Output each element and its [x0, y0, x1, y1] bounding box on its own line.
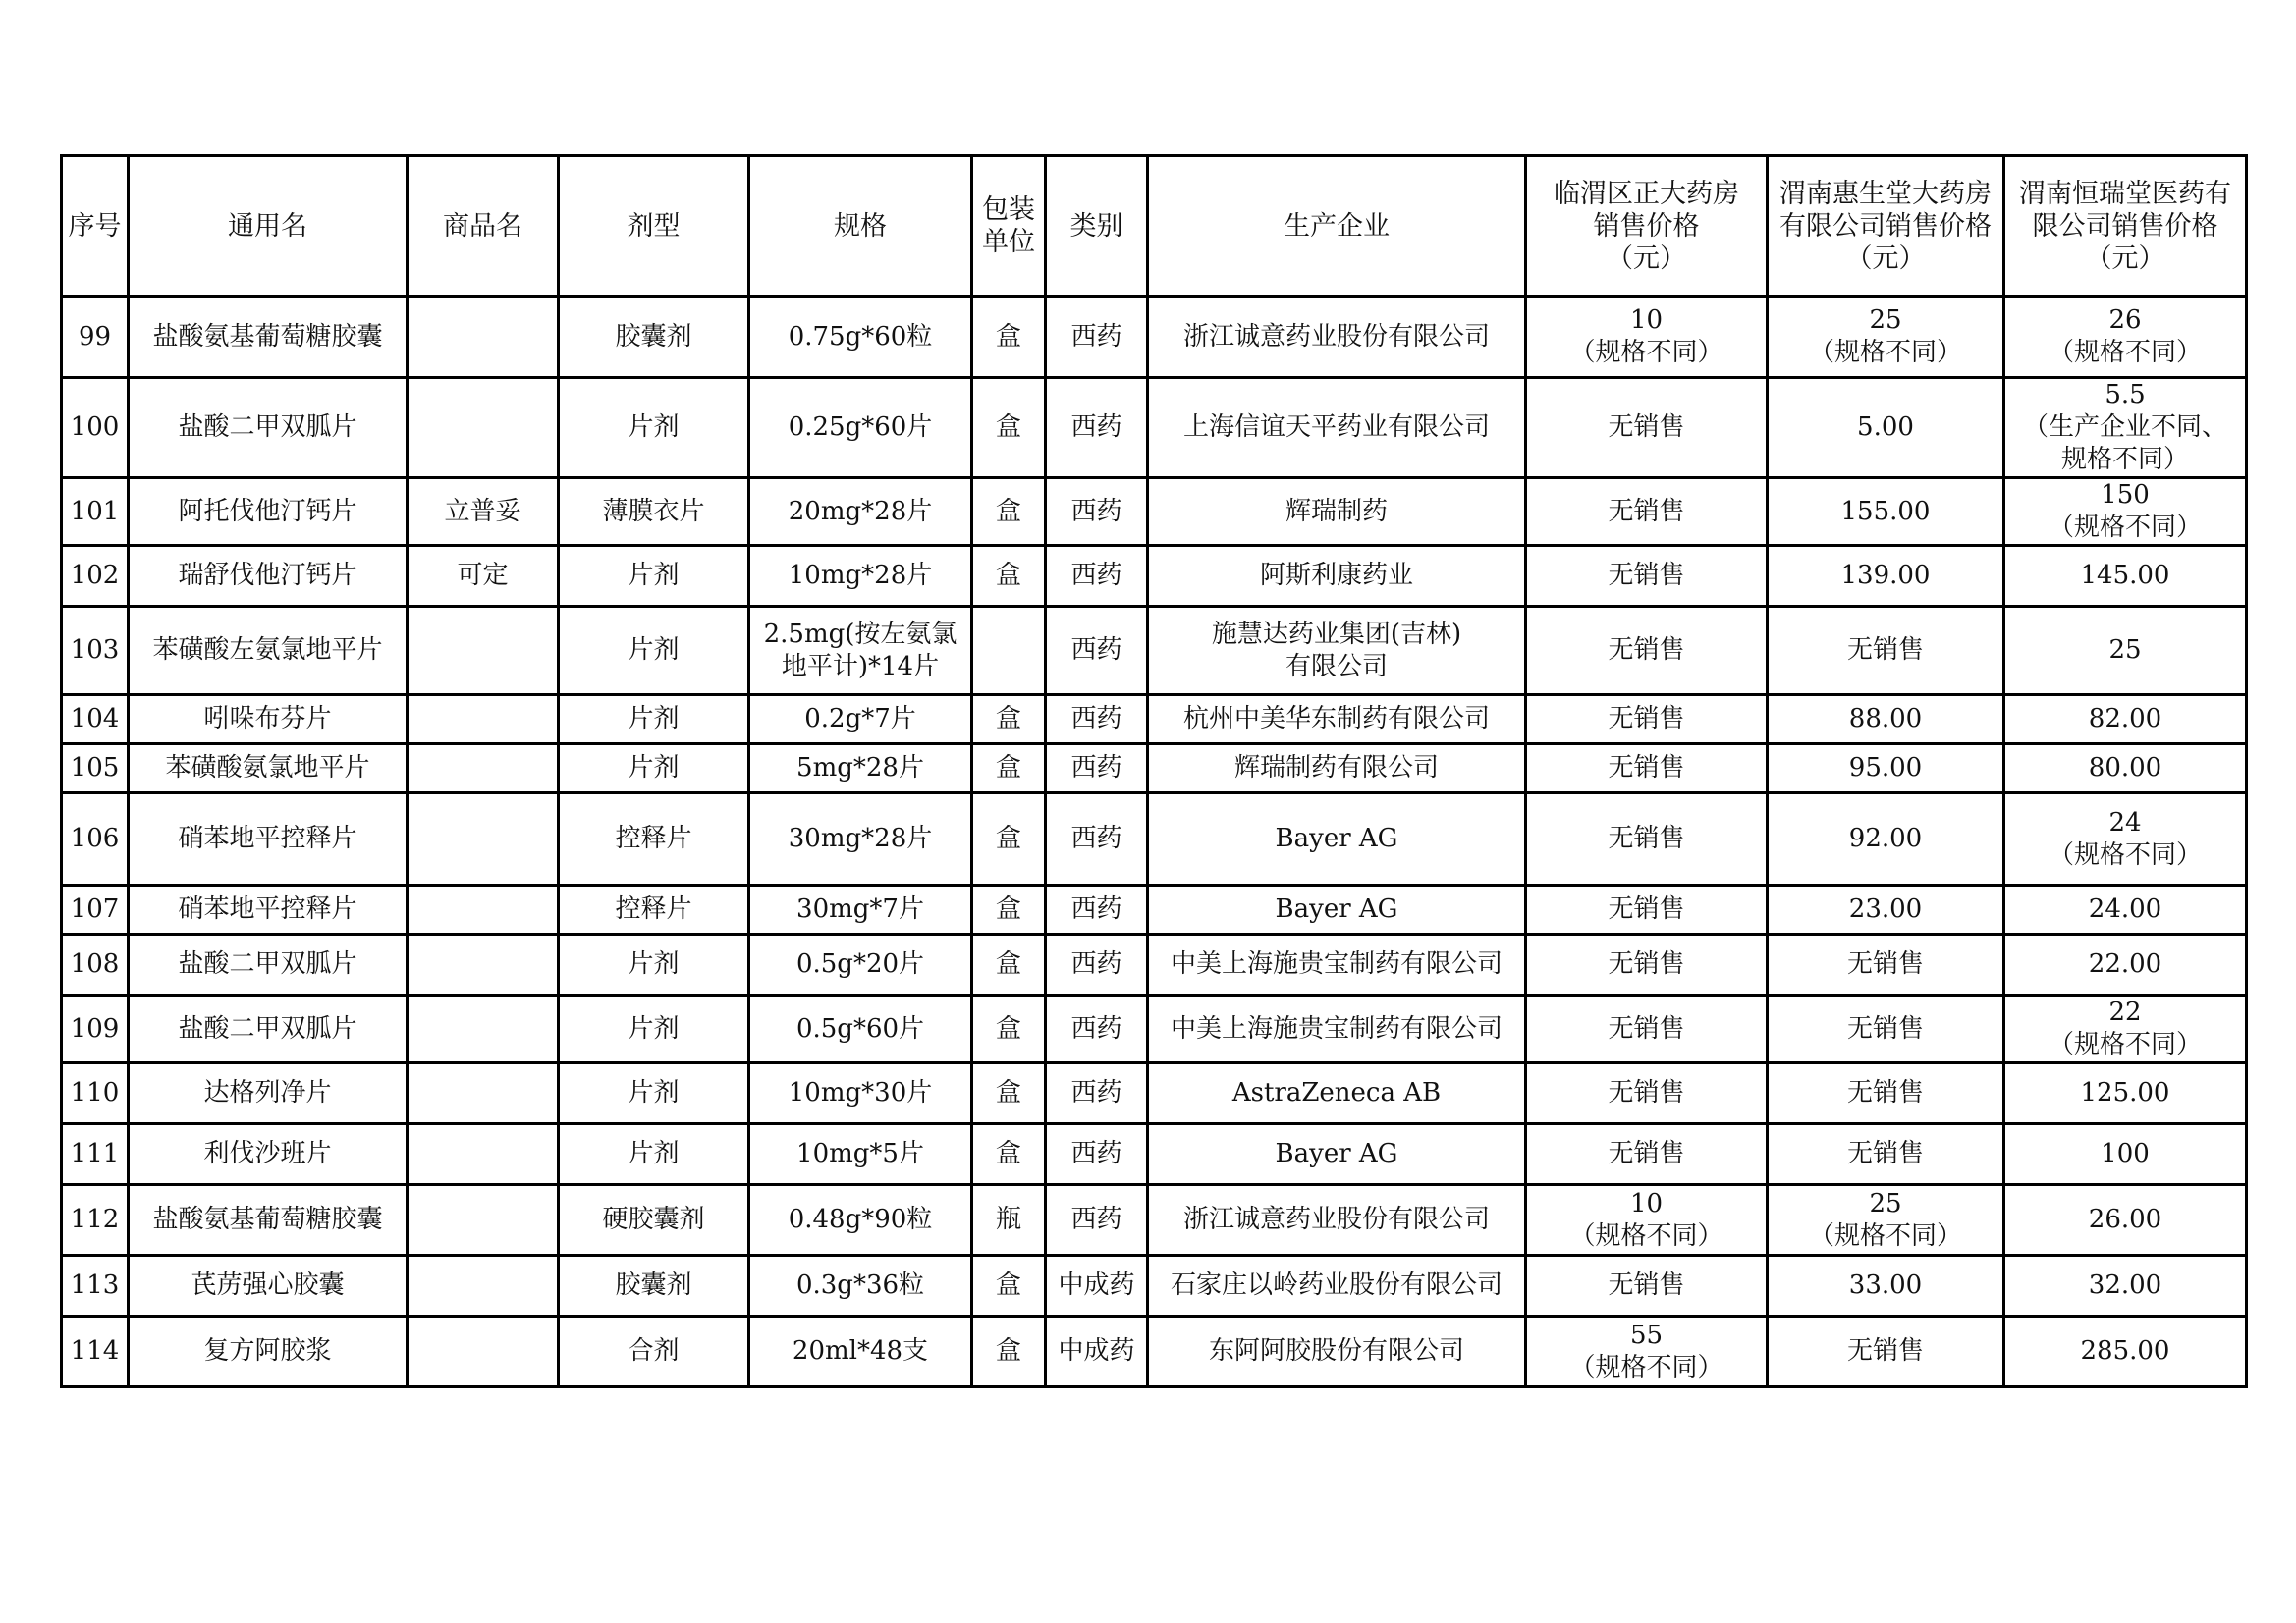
cell-price-c: 25: [2004, 607, 2247, 695]
cell-generic-name: 盐酸二甲双胍片: [129, 996, 408, 1063]
cell-spec: 0.3g*36粒: [749, 1256, 972, 1317]
cell-generic-name: 瑞舒伐他汀钙片: [129, 546, 408, 607]
cell-dosage-form: 薄膜衣片: [559, 478, 749, 546]
cell-no: 100: [62, 378, 129, 478]
cell-price-c: 26 （规格不同）: [2004, 297, 2247, 378]
cell-category: 西药: [1046, 744, 1148, 793]
cell-unit: 盒: [972, 1063, 1046, 1124]
cell-category: 中成药: [1046, 1256, 1148, 1317]
cell-price-c: 80.00: [2004, 744, 2247, 793]
table-row: [62, 378, 2247, 478]
cell-dosage-form: 胶囊剂: [559, 297, 749, 378]
cell-manufacturer: 中美上海施贵宝制药有限公司: [1148, 996, 1526, 1063]
cell-spec: 20ml*48支: [749, 1317, 972, 1387]
cell-price-b: 155.00: [1768, 478, 2004, 546]
cell-category: 西药: [1046, 935, 1148, 996]
cell-manufacturer: 杭州中美华东制药有限公司: [1148, 695, 1526, 744]
cell-trade-name: [408, 1256, 559, 1317]
table-row: [62, 478, 2247, 546]
cell-price-c: 24.00: [2004, 886, 2247, 935]
cell-trade-name: [408, 935, 559, 996]
header-price-c: 渭南恒瑞堂医药有 限公司销售价格 （元）: [2004, 156, 2247, 297]
cell-unit: 盒: [972, 996, 1046, 1063]
cell-dosage-form: 片剂: [559, 378, 749, 478]
cell-trade-name: [408, 297, 559, 378]
cell-manufacturer: 石家庄以岭药业股份有限公司: [1148, 1256, 1526, 1317]
cell-spec: 0.75g*60粒: [749, 297, 972, 378]
cell-dosage-form: 合剂: [559, 1317, 749, 1387]
cell-unit: 盒: [972, 886, 1046, 935]
cell-dosage-form: 片剂: [559, 546, 749, 607]
cell-price-b: 139.00: [1768, 546, 2004, 607]
cell-generic-name: 利伐沙班片: [129, 1124, 408, 1185]
cell-manufacturer: Bayer AG: [1148, 793, 1526, 886]
cell-no: 99: [62, 297, 129, 378]
cell-no: 113: [62, 1256, 129, 1317]
cell-price-c: 285.00: [2004, 1317, 2247, 1387]
cell-trade-name: [408, 996, 559, 1063]
cell-price-c: 125.00: [2004, 1063, 2247, 1124]
header-trade-name: 商品名: [408, 156, 559, 297]
cell-price-a: 无销售: [1526, 1256, 1768, 1317]
cell-price-c: 32.00: [2004, 1256, 2247, 1317]
cell-category: 西药: [1046, 695, 1148, 744]
table-row: [62, 695, 2247, 744]
header-price-a: 临渭区正大药房 销售价格 （元）: [1526, 156, 1768, 297]
cell-spec: 0.48g*90粒: [749, 1185, 972, 1256]
cell-spec: 20mg*28片: [749, 478, 972, 546]
cell-manufacturer: 中美上海施贵宝制药有限公司: [1148, 935, 1526, 996]
cell-spec: 5mg*28片: [749, 744, 972, 793]
cell-dosage-form: 片剂: [559, 607, 749, 695]
header-dosage-form: 剂型: [559, 156, 749, 297]
cell-price-b: 25 （规格不同）: [1768, 1185, 2004, 1256]
cell-trade-name: [408, 607, 559, 695]
cell-no: 104: [62, 695, 129, 744]
cell-price-b: 33.00: [1768, 1256, 2004, 1317]
cell-generic-name: 苯磺酸左氨氯地平片: [129, 607, 408, 695]
cell-dosage-form: 片剂: [559, 935, 749, 996]
cell-unit: 盒: [972, 744, 1046, 793]
table-row: [62, 297, 2247, 378]
cell-spec: 0.5g*20片: [749, 935, 972, 996]
cell-dosage-form: 控释片: [559, 793, 749, 886]
cell-dosage-form: 片剂: [559, 744, 749, 793]
cell-generic-name: 硝苯地平控释片: [129, 886, 408, 935]
cell-spec: 10mg*28片: [749, 546, 972, 607]
cell-dosage-form: 片剂: [559, 1124, 749, 1185]
cell-price-a: 无销售: [1526, 744, 1768, 793]
cell-unit: 盒: [972, 695, 1046, 744]
cell-trade-name: [408, 695, 559, 744]
cell-generic-name: 盐酸二甲双胍片: [129, 378, 408, 478]
cell-no: 105: [62, 744, 129, 793]
table-body: [62, 297, 2247, 1387]
cell-price-a: 无销售: [1526, 546, 1768, 607]
cell-category: 西药: [1046, 1185, 1148, 1256]
cell-manufacturer: 辉瑞制药: [1148, 478, 1526, 546]
cell-no: 111: [62, 1124, 129, 1185]
cell-trade-name: 立普妥: [408, 478, 559, 546]
cell-category: 西药: [1046, 996, 1148, 1063]
cell-manufacturer: 浙江诚意药业股份有限公司: [1148, 297, 1526, 378]
cell-spec: 30mg*7片: [749, 886, 972, 935]
cell-generic-name: 苯磺酸氨氯地平片: [129, 744, 408, 793]
cell-price-b: 无销售: [1768, 607, 2004, 695]
cell-price-b: 92.00: [1768, 793, 2004, 886]
cell-price-c: 22 （规格不同）: [2004, 996, 2247, 1063]
cell-unit: 盒: [972, 297, 1046, 378]
table-row: [62, 793, 2247, 886]
cell-price-c: 82.00: [2004, 695, 2247, 744]
header-row: [62, 156, 2247, 297]
cell-dosage-form: 胶囊剂: [559, 1256, 749, 1317]
cell-price-c: 150 （规格不同）: [2004, 478, 2247, 546]
cell-no: 103: [62, 607, 129, 695]
cell-trade-name: [408, 744, 559, 793]
cell-no: 106: [62, 793, 129, 886]
cell-category: 西药: [1046, 793, 1148, 886]
cell-manufacturer: 上海信谊天平药业有限公司: [1148, 378, 1526, 478]
cell-trade-name: [408, 793, 559, 886]
cell-dosage-form: 片剂: [559, 996, 749, 1063]
cell-dosage-form: 硬胶囊剂: [559, 1185, 749, 1256]
header-price-b: 渭南惠生堂大药房 有限公司销售价格 （元）: [1768, 156, 2004, 297]
cell-category: 西药: [1046, 378, 1148, 478]
cell-category: 中成药: [1046, 1317, 1148, 1387]
cell-price-c: 24 （规格不同）: [2004, 793, 2247, 886]
cell-price-c: 22.00: [2004, 935, 2247, 996]
cell-manufacturer: AstraZeneca AB: [1148, 1063, 1526, 1124]
cell-generic-name: 吲哚布芬片: [129, 695, 408, 744]
cell-no: 109: [62, 996, 129, 1063]
cell-price-c: 145.00: [2004, 546, 2247, 607]
cell-price-a: 无销售: [1526, 478, 1768, 546]
cell-trade-name: [408, 886, 559, 935]
cell-unit: 盒: [972, 935, 1046, 996]
cell-unit: [972, 607, 1046, 695]
cell-price-a: 10 （规格不同）: [1526, 297, 1768, 378]
cell-generic-name: 阿托伐他汀钙片: [129, 478, 408, 546]
cell-price-b: 无销售: [1768, 935, 2004, 996]
cell-price-a: 无销售: [1526, 695, 1768, 744]
table-row: [62, 1185, 2247, 1256]
cell-price-a: 无销售: [1526, 996, 1768, 1063]
table-row: [62, 935, 2247, 996]
table-row: [62, 1063, 2247, 1124]
cell-category: 西药: [1046, 478, 1148, 546]
cell-generic-name: 硝苯地平控释片: [129, 793, 408, 886]
table-row: [62, 1124, 2247, 1185]
table-row: [62, 607, 2247, 695]
table-row: [62, 744, 2247, 793]
cell-price-b: 无销售: [1768, 996, 2004, 1063]
cell-category: 西药: [1046, 1124, 1148, 1185]
cell-unit: 盒: [972, 1256, 1046, 1317]
cell-price-a: 无销售: [1526, 935, 1768, 996]
cell-price-c: 26.00: [2004, 1185, 2247, 1256]
cell-price-a: 10 （规格不同）: [1526, 1185, 1768, 1256]
cell-spec: 0.25g*60片: [749, 378, 972, 478]
cell-trade-name: [408, 1185, 559, 1256]
cell-price-c: 100: [2004, 1124, 2247, 1185]
cell-price-b: 5.00: [1768, 378, 2004, 478]
cell-price-a: 无销售: [1526, 886, 1768, 935]
cell-no: 108: [62, 935, 129, 996]
cell-spec: 0.2g*7片: [749, 695, 972, 744]
cell-price-b: 无销售: [1768, 1063, 2004, 1124]
price-table: [60, 154, 2248, 1388]
cell-generic-name: 盐酸二甲双胍片: [129, 935, 408, 996]
cell-category: 西药: [1046, 607, 1148, 695]
table-row: [62, 886, 2247, 935]
cell-no: 114: [62, 1317, 129, 1387]
header-manufacturer: 生产企业: [1148, 156, 1526, 297]
cell-generic-name: 复方阿胶浆: [129, 1317, 408, 1387]
cell-manufacturer: Bayer AG: [1148, 1124, 1526, 1185]
cell-no: 107: [62, 886, 129, 935]
cell-trade-name: [408, 378, 559, 478]
cell-trade-name: [408, 1124, 559, 1185]
cell-price-a: 无销售: [1526, 1063, 1768, 1124]
cell-spec: 10mg*5片: [749, 1124, 972, 1185]
table-row: [62, 1317, 2247, 1387]
header-generic-name: 通用名: [129, 156, 408, 297]
cell-price-b: 23.00: [1768, 886, 2004, 935]
cell-price-b: 无销售: [1768, 1317, 2004, 1387]
cell-manufacturer: Bayer AG: [1148, 886, 1526, 935]
cell-price-a: 55 （规格不同）: [1526, 1317, 1768, 1387]
header-unit: 包装 单位: [972, 156, 1046, 297]
table-row: [62, 996, 2247, 1063]
cell-price-a: 无销售: [1526, 793, 1768, 886]
cell-price-b: 95.00: [1768, 744, 2004, 793]
cell-dosage-form: 片剂: [559, 695, 749, 744]
header-no: 序号: [62, 156, 129, 297]
header-category: 类别: [1046, 156, 1148, 297]
cell-category: 西药: [1046, 1063, 1148, 1124]
cell-no: 110: [62, 1063, 129, 1124]
cell-price-b: 25 （规格不同）: [1768, 297, 2004, 378]
cell-generic-name: 达格列净片: [129, 1063, 408, 1124]
cell-generic-name: 盐酸氨基葡萄糖胶囊: [129, 297, 408, 378]
cell-unit: 瓶: [972, 1185, 1046, 1256]
cell-spec: 0.5g*60片: [749, 996, 972, 1063]
cell-generic-name: 芪苈强心胶囊: [129, 1256, 408, 1317]
cell-unit: 盒: [972, 378, 1046, 478]
cell-price-b: 无销售: [1768, 1124, 2004, 1185]
cell-unit: 盒: [972, 1124, 1046, 1185]
cell-unit: 盒: [972, 1317, 1046, 1387]
cell-trade-name: [408, 1063, 559, 1124]
cell-spec: 2.5mg(按左氨氯 地平计)*14片: [749, 607, 972, 695]
cell-trade-name: [408, 1317, 559, 1387]
cell-category: 西药: [1046, 297, 1148, 378]
table-row: [62, 546, 2247, 607]
cell-unit: 盒: [972, 478, 1046, 546]
cell-trade-name: 可定: [408, 546, 559, 607]
cell-spec: 10mg*30片: [749, 1063, 972, 1124]
cell-price-b: 88.00: [1768, 695, 2004, 744]
cell-no: 102: [62, 546, 129, 607]
cell-spec: 30mg*28片: [749, 793, 972, 886]
cell-unit: 盒: [972, 546, 1046, 607]
cell-dosage-form: 控释片: [559, 886, 749, 935]
cell-manufacturer: 浙江诚意药业股份有限公司: [1148, 1185, 1526, 1256]
cell-generic-name: 盐酸氨基葡萄糖胶囊: [129, 1185, 408, 1256]
cell-unit: 盒: [972, 793, 1046, 886]
cell-dosage-form: 片剂: [559, 1063, 749, 1124]
cell-manufacturer: 施慧达药业集团(吉林) 有限公司: [1148, 607, 1526, 695]
cell-price-a: 无销售: [1526, 1124, 1768, 1185]
cell-manufacturer: 辉瑞制药有限公司: [1148, 744, 1526, 793]
cell-no: 112: [62, 1185, 129, 1256]
cell-category: 西药: [1046, 546, 1148, 607]
cell-price-a: 无销售: [1526, 607, 1768, 695]
header-spec: 规格: [749, 156, 972, 297]
cell-price-a: 无销售: [1526, 378, 1768, 478]
table-row: [62, 1256, 2247, 1317]
cell-manufacturer: 东阿阿胶股份有限公司: [1148, 1317, 1526, 1387]
cell-price-c: 5.5 （生产企业不同、 规格不同）: [2004, 378, 2247, 478]
cell-no: 101: [62, 478, 129, 546]
cell-category: 西药: [1046, 886, 1148, 935]
cell-manufacturer: 阿斯利康药业: [1148, 546, 1526, 607]
